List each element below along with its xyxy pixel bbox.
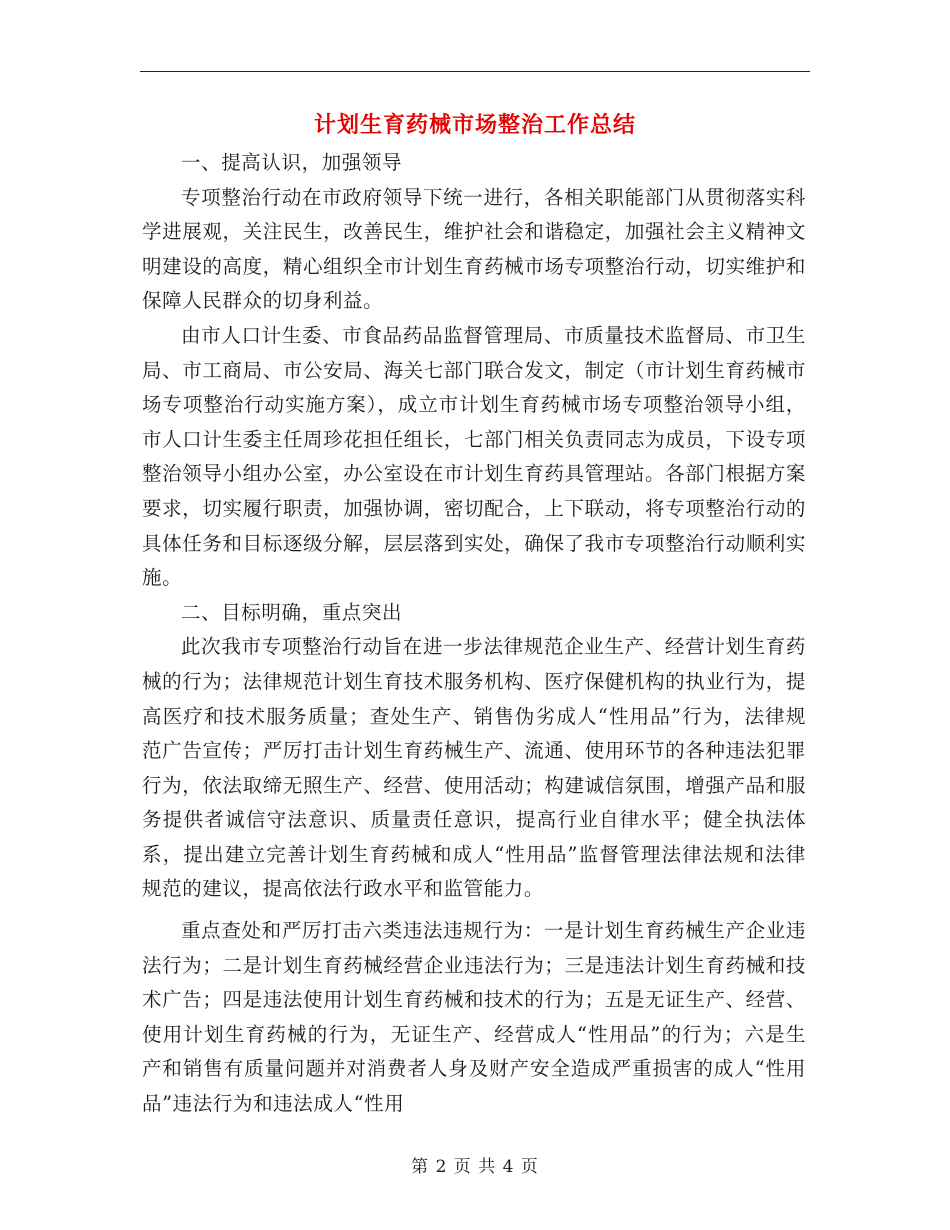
- paragraph-1: 专项整治行动在市政府领导下统一进行，各相关职能部门从贯彻落实科学进展观，关注民生，改善民生，维护社会和谐稳定，加强社会主义精神文明建设的高度，精心组织全市计划生育药械市场专项整治行动，切实维护和保障人民群众的切身利益。: [142, 185, 806, 313]
- paragraph-2: 由市人口计生委、市食品药品监督管理局、市质量技术监督局、市卫生局、市工商局、市公安局、海关七部门联合发文，制定（市计划生育药械市场专项整治行动实施方案），成立市计划生育药械市场专项整治领导小组，市人口计生委主任周珍花担任组长，七部门相关负责同志为成员，下设专项整治领导小组办公室，办公室设在市计划生育药具管理站。各部门根据方案要求，切实履行职责，加强协调，密切配合，上下联动，将专项整治行动的具体任务和目标逐级分解，层层落到实处，确保了我市专项整治行动顺利实施。: [142, 323, 806, 590]
- paragraph-3: 此次我市专项整治行动旨在进一步法律规范企业生产、经营计划生育药械的行为；法律规范计划生育技术服务机构、医疗保健机构的执业行为，提高医疗和技术服务质量；查处生产、销售伪劣成人“性用品”行为，法律规范广告宣传；严厉打击计划生育药械生产、流通、使用环节的各种违法犯罪行为，依法取缔无照生产、经营、使用活动；构建诚信氛围，增强产品和服务提供者诚信守法意识、质量责任意识，提高行业自律水平；健全执法体系，提出建立完善计划生育药械和成人“性用品”监督管理法律法规和法律规范的建议，提高依法行政水平和监管能力。: [142, 635, 806, 901]
- section-heading-1: 一、提高认识，加强领导: [181, 151, 403, 174]
- page-footer: 第 2 页 共 4 页: [411, 1157, 539, 1177]
- section-heading-2: 二、目标明确，重点突出: [181, 600, 403, 624]
- paragraph-4: 重点查处和严厉打击六类违法违规行为：一是计划生育药械生产企业违法行为；二是计划生育药械经营企业违法行为；三是违法计划生育药械和技术广告；四是违法使用计划生育药械和技术的行为；五是无证生产、经营、使用计划生育药械的行为，无证生产、经营成人“性用品”的行为；六是生产和销售有质量问题并对消费者人身及财产安全造成严重损害的成人“性用品”违法行为和违法成人“性用: [142, 919, 806, 1116]
- header-rule: [140, 71, 810, 72]
- document-title: 计划生育药械市场整治工作总结: [313, 112, 636, 138]
- document-body: [142, 146, 806, 1122]
